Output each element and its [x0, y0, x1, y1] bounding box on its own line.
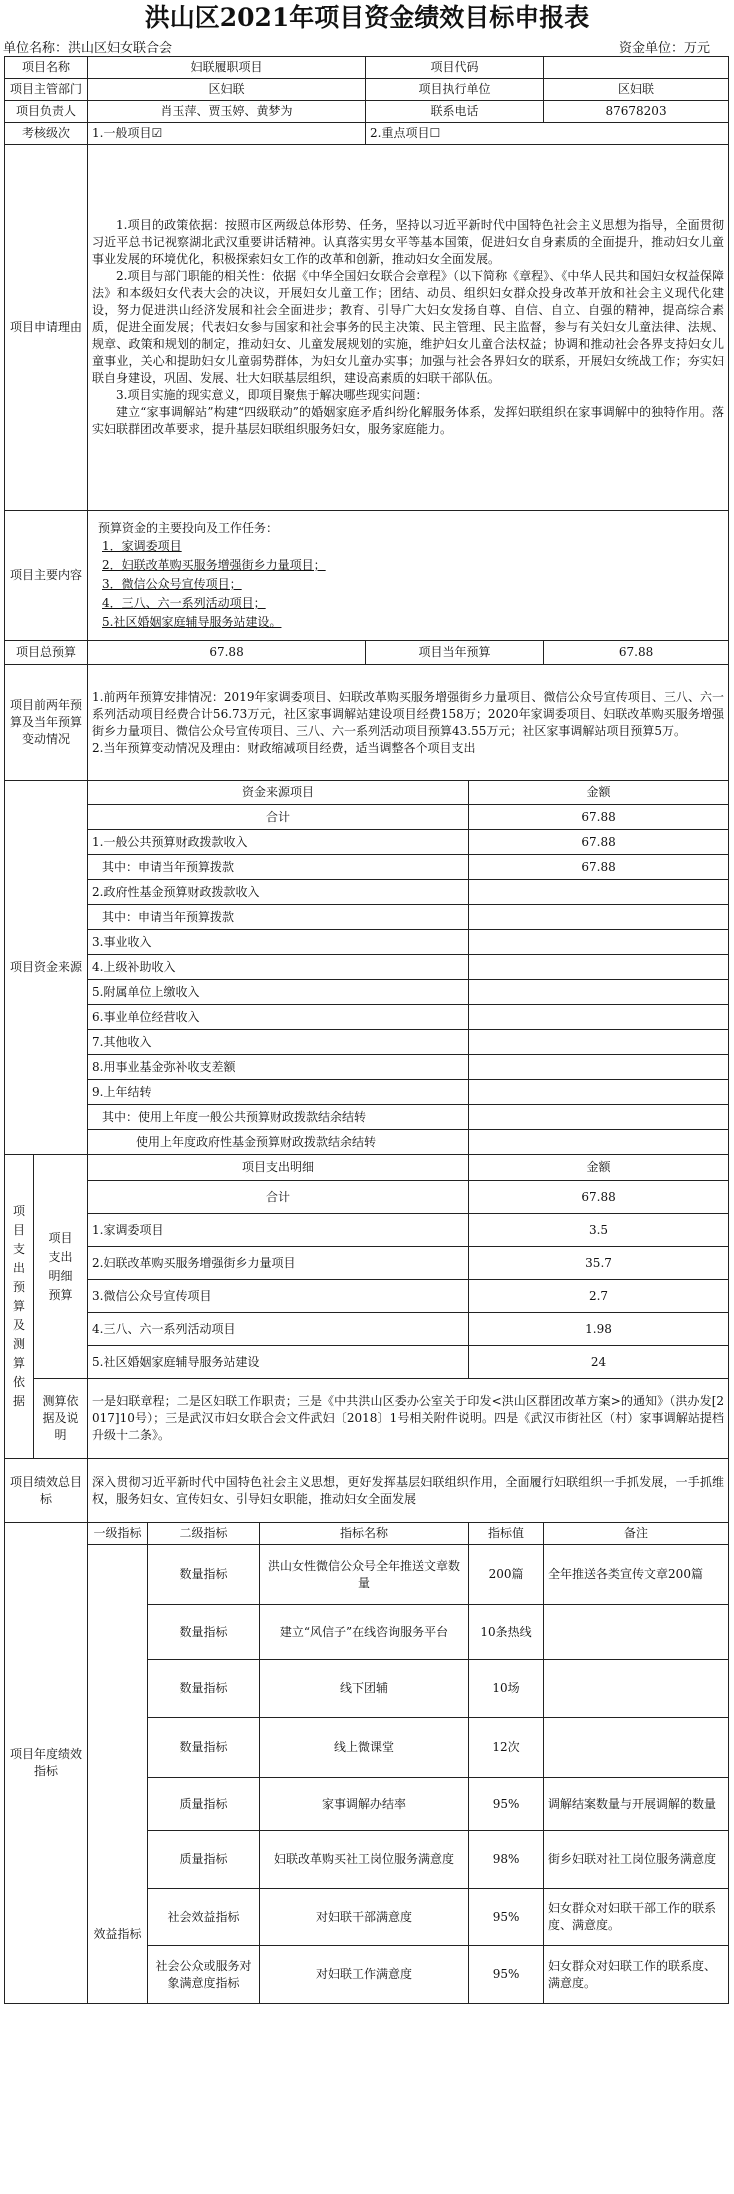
source-amount	[469, 955, 729, 980]
ind-l2: 数量指标	[148, 1718, 260, 1778]
leader-label: 项目负责人	[5, 101, 88, 123]
ind-value: 10条热线	[469, 1605, 544, 1660]
source-amount	[469, 880, 729, 905]
ind-name: 线上微课堂	[260, 1718, 469, 1778]
level-key-checkbox[interactable]: 2.重点项目☐	[366, 123, 729, 145]
exec-label: 项目执行单位	[366, 79, 544, 101]
expense-amount: 67.88	[469, 1181, 729, 1214]
table-row: 4.上级补助收入	[88, 955, 469, 980]
ind-level1-cell	[88, 1545, 148, 2004]
level-label: 考核级次	[5, 123, 88, 145]
total-budget-value: 67.88	[88, 641, 366, 665]
application-p3: 3.项目实施的现实意义，即项目聚焦于解决哪些现实问题：	[116, 388, 428, 402]
expense-amount: 35.7	[469, 1247, 729, 1280]
ind-value: 12次	[469, 1718, 544, 1778]
expense-amount: 2.7	[469, 1280, 729, 1313]
source-amount	[469, 1080, 729, 1105]
expense-outer-label: 项目支出预算及测算依据	[5, 1155, 34, 1459]
application-text	[88, 145, 729, 511]
table-row: 3.微信公众号宣传项目	[88, 1280, 469, 1313]
list-item: 2．妇联改革购买服务增强街乡力量项目；	[102, 557, 326, 572]
ind-name: 建立“风信子”在线咨询服务平台	[260, 1605, 469, 1660]
list-item: 3．微信公众号宣传项目；	[102, 576, 242, 591]
source-amount	[469, 1105, 729, 1130]
source-amount	[469, 1130, 729, 1155]
history-label: 项目前两年预算及当年预算变动情况	[5, 665, 88, 781]
source-amount	[469, 1055, 729, 1080]
ind-note: 全年推送各类宣传文章200篇	[544, 1545, 729, 1605]
ind-note	[544, 1605, 729, 1660]
ind-head-l1: 一级指标	[88, 1523, 148, 1545]
leader-value: 肖玉萍、贾玉婷、黄梦为	[88, 101, 366, 123]
table-row: 5.社区婚姻家庭辅导服务站建设	[88, 1346, 469, 1379]
indicators-label: 项目年度绩效指标	[5, 1523, 88, 2004]
expense-amount: 1.98	[469, 1313, 729, 1346]
ind-name: 妇联改革购买社工岗位服务满意度	[260, 1831, 469, 1889]
table-row: 使用上年度政府性基金预算财政拨款结余结转	[88, 1130, 469, 1155]
ind-l2: 质量指标	[148, 1778, 260, 1831]
ind-l2: 数量指标	[148, 1660, 260, 1718]
ind-l2: 数量指标	[148, 1545, 260, 1605]
unit-name: 单位名称：洪山区妇女联合会	[3, 41, 173, 56]
content-intro: 预算资金的主要投向及工作任务：	[98, 520, 279, 535]
table-row: 2.政府性基金预算财政拨款收入	[88, 880, 469, 905]
list-item: 5.社区婚姻家庭辅导服务站建设。	[102, 614, 282, 629]
sources-label: 项目资金来源	[5, 781, 88, 1155]
source-amount	[469, 930, 729, 955]
history-p1: 1.前两年预算安排情况：2019年家调委项目、妇联改革购买服务增强街乡力量项目、微信公众号宣传项目、三八、六一系列活动项目经费合计56.73万元，社区家事调解站建设项目经费158万；2020年家调委项目、妇联改革购买服务增强街乡力量项目、微信公众号宣传项目、三八、六一系列活动项目预算43.55万元；社区家事调解站项目预算5万。	[92, 689, 725, 738]
source-amount	[469, 980, 729, 1005]
overall-label: 项目绩效总目标	[5, 1459, 88, 1523]
overall-text: 深入贯彻习近平新时代中国特色社会主义思想，更好发挥基层妇联组织作用，全面履行妇联组织一手抓发展，一手抓维权，服务妇女、宣传妇女、引导妇女职能，推动妇女全面发展	[88, 1459, 729, 1523]
ind-l2: 质量指标	[148, 1831, 260, 1889]
history-text	[88, 665, 729, 781]
ind-l2: 社会公众或服务对象满意度指标	[148, 1946, 260, 2004]
current-budget-label: 项目当年预算	[366, 641, 544, 665]
ind-l2: 数量指标	[148, 1605, 260, 1660]
meta-row	[0, 34, 734, 56]
ind-head-value: 指标值	[469, 1523, 544, 1545]
dept-value: 区妇联	[88, 79, 366, 101]
ind-value: 95%	[469, 1778, 544, 1831]
table-row: 合计	[88, 1181, 469, 1214]
ind-name: 线下团辅	[260, 1660, 469, 1718]
dept-label: 项目主管部门	[5, 79, 88, 101]
application-p4: 建立“家事调解站”构建“四级联动”的婚姻家庭矛盾纠纷化解服务体系，发挥妇联组织在家事调解中的独特作用。落实妇联群团改革要求，提升基层妇联组织服务妇女，服务家庭能力。	[92, 405, 725, 436]
project-name-label: 项目名称	[5, 57, 88, 79]
expense-head-amount: 金额	[469, 1155, 729, 1181]
page-title: 洪山区2021年项目资金绩效目标申报表	[144, 3, 590, 32]
source-amount: 67.88	[469, 855, 729, 880]
ind-name: 对妇联工作满意度	[260, 1946, 469, 2004]
sources-head-amount: 金额	[469, 781, 729, 805]
exec-value: 区妇联	[544, 79, 729, 101]
content-list	[92, 537, 724, 632]
table-row: 5.附属单位上缴收入	[88, 980, 469, 1005]
ind-value: 98%	[469, 1831, 544, 1889]
ind-value: 95%	[469, 1946, 544, 2004]
content-label: 项目主要内容	[5, 511, 88, 641]
ind-name: 对妇联干部满意度	[260, 1889, 469, 1946]
source-amount: 67.88	[469, 830, 729, 855]
application-p1: 1.项目的政策依据：按照市区两级总体形势、任务，坚持以习近平新时代中国特色社会主义思想为指导，全面贯彻习近平总书记视察湖北武汉重要讲话精神。认真落实男女平等基本国策，促进妇女自身素质的全面提升，推动妇女儿童事业发展的环境优化，积极探索妇女工作的改革和创新，推动妇女全面发展。	[92, 218, 725, 266]
ind-head-l2: 二级指标	[148, 1523, 260, 1545]
level-general-checkbox[interactable]: 1.一般项目☑	[88, 123, 366, 145]
source-amount: 67.88	[469, 805, 729, 830]
ind-name: 洪山女性微信公众号全年推送文章数量	[260, 1545, 469, 1605]
application-label: 项目申请理由	[5, 145, 88, 511]
table-row: 4.三八、六一系列活动项目	[88, 1313, 469, 1346]
project-code-label: 项目代码	[366, 57, 544, 79]
table-row: 其中：申请当年预算拨款	[88, 905, 469, 930]
project-name: 妇联履职项目	[88, 57, 366, 79]
expense-amount: 24	[469, 1346, 729, 1379]
current-budget-value: 67.88	[544, 641, 729, 665]
expense-detail-label: 项目支出明细预算	[34, 1155, 88, 1379]
source-amount	[469, 905, 729, 930]
ind-level1-effect: 效益指标	[93, 1926, 142, 1941]
ind-head-name: 指标名称	[260, 1523, 469, 1545]
basis-label: 测算依据及说明	[34, 1379, 88, 1459]
list-item: 1．家调委项目	[102, 538, 182, 553]
expense-amount: 3.5	[469, 1214, 729, 1247]
source-amount	[469, 1005, 729, 1030]
table-row: 合计	[88, 805, 469, 830]
phone-label: 联系电话	[366, 101, 544, 123]
ind-note: 妇女群众对妇联干部工作的联系度、满意度。	[544, 1889, 729, 1946]
table-row: 1.一般公共预算财政拨款收入	[88, 830, 469, 855]
list-item: 4．三八、六一系列活动项目；	[102, 595, 266, 610]
expense-head-name: 项目支出明细	[88, 1155, 469, 1181]
ind-value: 10场	[469, 1660, 544, 1718]
total-budget-label: 项目总预算	[5, 641, 88, 665]
table-row: 9.上年结转	[88, 1080, 469, 1105]
ind-head-note: 备注	[544, 1523, 729, 1545]
table-row: 1.家调委项目	[88, 1214, 469, 1247]
ind-note: 街乡妇联对社工岗位服务满意度	[544, 1831, 729, 1889]
table-row: 3.事业收入	[88, 930, 469, 955]
ind-value: 95%	[469, 1889, 544, 1946]
ind-note: 妇女群众对妇联工作的联系度、满意度。	[544, 1946, 729, 2004]
ind-note: 调解结案数量与开展调解的数量	[544, 1778, 729, 1831]
ind-note	[544, 1660, 729, 1718]
basis-text: 一是妇联章程；二是区妇联工作职责；三是《中共洪山区委办公室关于印发<洪山区群团改革方案>的通知》（洪办发[2017]10号）；三是武汉市妇女联合会文件武妇〔2018〕1号相关附件说明。四是《武汉市街社区（村）家事调解站提档升级十二条》。	[88, 1379, 729, 1459]
ind-name: 家事调解办结率	[260, 1778, 469, 1831]
currency-unit: 资金单位：万元	[618, 41, 710, 56]
source-amount	[469, 1030, 729, 1055]
application-p2: 2.项目与部门职能的相关性：依据《中华全国妇女联合会章程》（以下简称《章程》、《中华人民共和国妇女权益保障法》和本级妇女代表大会的决议，开展妇女儿童工作；团结、动员、组织妇女群众投身改革开放和社会主义现代化建设，努力促进洪山经济发展和社会全面进步；教育、引导广大妇女发扬自尊、自信、自立、自强的精神，提高综合素质，促进全面发展；代表妇女参与国家和社会事务的民主决策、民主管理、民主监督，参与有关妇女儿童法律、法规、规章、政策和规划的制定，推动妇女、儿童发展规划的实施，维护妇女儿童合法权益；协调和推动社会各界支持妇女儿童事业，关心和提助妇女儿童弱势群体，为妇女儿童办实事；加强与社会各界妇女的联系，开展妇女统战工作；夯实妇联自身建设，巩固、发展、壮大妇联基层组织，建设高素质的妇联干部队伍。	[92, 269, 725, 385]
sources-head-name: 资金来源项目	[88, 781, 469, 805]
ind-note	[544, 1718, 729, 1778]
form-table	[4, 56, 729, 2004]
project-code	[544, 57, 729, 79]
ind-value: 200篇	[469, 1545, 544, 1605]
history-p2: 2.当年预算变动情况及理由：财政缩减项目经费，适当调整各个项目支出	[92, 740, 476, 755]
table-row: 其中：申请当年预算拨款	[88, 855, 469, 880]
table-row: 其中：使用上年度一般公共预算财政拨款结余结转	[88, 1105, 469, 1130]
table-row: 2.妇联改革购买服务增强街乡力量项目	[88, 1247, 469, 1280]
phone-value: 87678203	[544, 101, 729, 123]
content-cell	[88, 511, 729, 641]
table-row: 7.其他收入	[88, 1030, 469, 1055]
table-row: 6.事业单位经营收入	[88, 1005, 469, 1030]
ind-l2: 社会效益指标	[148, 1889, 260, 1946]
table-row: 8.用事业基金弥补收支差额	[88, 1055, 469, 1080]
